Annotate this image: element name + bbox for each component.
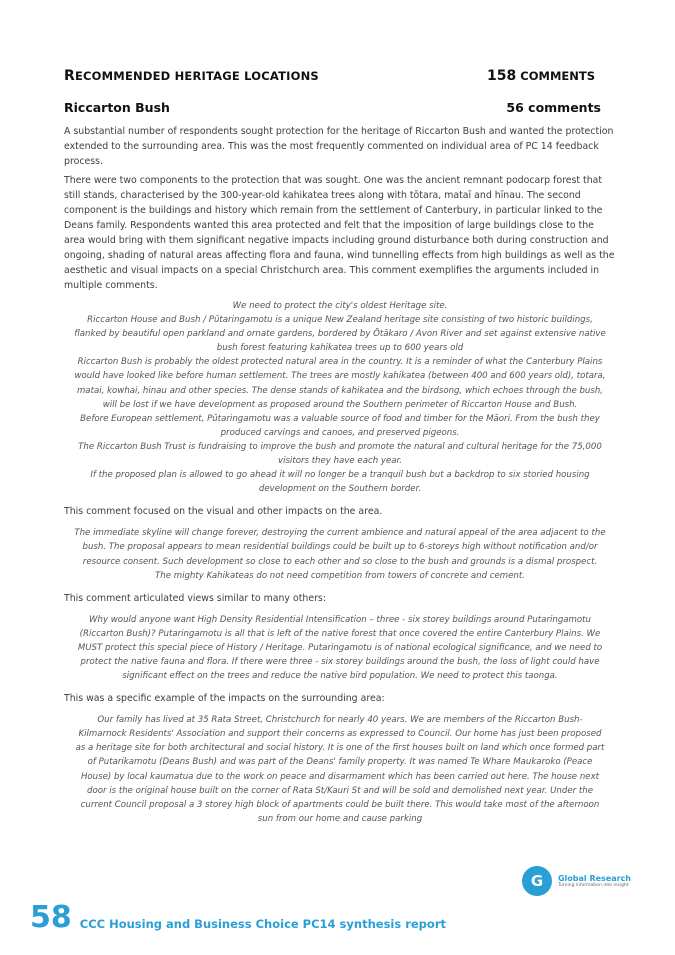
lead-text: This was a specific example of the impacts on the surrounding area:	[64, 693, 385, 705]
brand-name: Global Research	[557, 873, 631, 883]
quote-block-2: The immediate skyline will change forever, destroying the current ambience and natural appeal of the area adjacent to the bush. The proposal appears to mean residential buildings could be built up to 6-storeys high without notification and/or resource consent. Such development so close to each other and so close to the bush and grounds is a dismal prospect. The mighty Kahikateas do not need competition from towers of concrete and cement.	[74, 528, 606, 581]
section-title: RECOMMENDED HERITAGE LOCATIONS	[64, 68, 319, 84]
svg-text:G: G	[530, 872, 544, 890]
quote-block-4: Our family has lived at 35 Rata Street, Christchurch for nearly 40 years. We are members of the Riccarton Bush-Kilmarnock Residents' Association and support their concerns as expressed to Council. Our home has just been proposed as a heritage site for both architectural and social history. It is one of the first houses built on land which once formed part of Putarikamotu (Deans Bush) and was part of the Deans' family property. It was named Te Whare Maukaroko (Peace House) by local kaumatua due to the work on peace and disarmament which has been carried out here. The house next door is the original house built on the corner of Rata St/Kauri St and will be sold and demolished next year. Under the current Council proposal a 3 storey high block of apartments could be built there. This would take most of the afternoon sun from our home and cause parking	[75, 715, 605, 824]
quote-line: Riccarton House and Bush / Pūtaringamotu is a unique New Zealand heritage site consisting of two historic buildings, flanked by beautiful open parkland and ornate gardens, bordered by Ōtākaro / Avon River and set against extensive native bush forest featuring kahikatea trees up to 600 years old	[74, 315, 606, 354]
report-title: CCC Housing and Business Choice PC14 synthesis report	[79, 917, 446, 931]
subsection-title: Riccarton Bush	[64, 100, 170, 115]
quote-line: If the proposed plan is allowed to go ahead it will no longer be a tranquil bush but a backdrop to six storied housing development on the Southern border.	[90, 470, 590, 495]
quote-line: We need to protect the city's oldest Heritage site.	[232, 301, 448, 311]
quote-block-3: Why would anyone want High Density Residential Intensification – three - six storey buildings around Putaringamotu (Riccarton Bush)? Putaringamotu is all that is left of the native forest that once covered the entire Canterbury Plains. We MUST protect this special piece of History / Heritage. Putaringamotu is of national ecological significance, and we need to protect the native fauna and flora. If there were three - six storey buildings around the bush, the loss of light could have significant effect on the trees and reduce the native bird population. We need to protect this taonga.	[77, 614, 603, 682]
page-footer	[30, 900, 446, 935]
quote-line: Riccarton Bush is probably the oldest protected natural area in the country. It is a reminder of what the Canterbury Plains would have looked like before human settlement. The trees are mostly kahikatea (between 400 and 600 years old), totara, matai, kowhai, hinau and other species. The dense stands of kahikatea and the birdsong, which echoes through the bush, will be lost if we have development as proposed around the Southern perimeter of Riccarton House and Bush.	[74, 357, 606, 410]
body-content	[64, 124, 616, 834]
quote-line: The Riccarton Bush Trust is fundraising to improve the bush and promote the natural and cultural heritage for the 75,000 visitors they have each year.	[78, 441, 602, 467]
page-number: 58	[30, 900, 72, 935]
global-research-icon	[521, 865, 553, 897]
intro-paragraph: A substantial number of respondents sought protection for the heritage of Riccarton Bush and wanted the protection extended to the surrounding area. This was the most frequently commented on individual area of PC 14 feedback process.	[64, 126, 614, 167]
brand-tagline: Turning information into insight	[557, 882, 629, 888]
components-paragraph: There were two components to the protection that was sought. One was the ancient remnant podocarp forest that still stands, characterised by the 300-year-old kahikatea trees along with tōtara, mataī and hīnau. The second component is the buildings and history which remain from the settlement of Canterbury, in particular linked to the Deans family. Respondents wanted this area protected and felt that the imposition of large buildings close to the area would bring with them significant negative impacts including ground disturbance both during construction and ongoing, shading of natural areas affecting flora and fauna, wind tunnelling effects from high buildings as well as the aesthetic and visual impacts on a special Christchurch area. This comment exemplifies the arguments included in multiple comments.	[64, 175, 615, 291]
lead-text: This comment focused on the visual and other impacts on the area.	[64, 506, 383, 518]
section-comment-count: 158 COMMENTS	[487, 68, 595, 84]
global-research-logo	[521, 865, 631, 897]
section-header	[64, 68, 595, 84]
subsection-header	[64, 100, 601, 115]
lead-text: This comment articulated views similar to many others:	[64, 592, 326, 604]
subsection-count: 56 comments	[506, 100, 601, 115]
quote-block-1	[74, 299, 606, 496]
quote-line: Before European settlement, Pūtaringamotu was a valuable source of food and timber for the Māori. From the bush they produced carvings and canoes, and preserved pigeons.	[80, 413, 600, 438]
